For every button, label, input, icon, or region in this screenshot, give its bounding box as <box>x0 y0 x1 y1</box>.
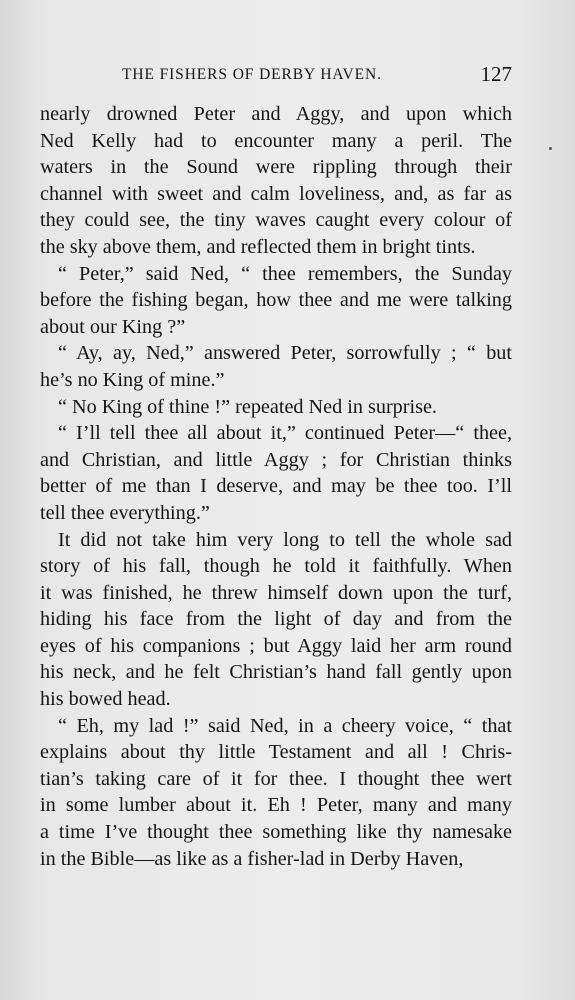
text-line: story of his fall, though he told it faithfully. When <box>40 555 512 578</box>
text-line: about our King ?” <box>40 315 186 338</box>
text-line: the sky above them, and reflected them in bright tints. <box>40 235 476 258</box>
text-line: he’s no King of mine.” <box>40 368 225 391</box>
text-line: it was finished, he threw himself down upon the turf, <box>40 581 512 604</box>
text-line: It did not take him very long to tell the whole sad <box>58 528 512 551</box>
text-line: tian’s taking care of it for thee. I thought thee wert <box>40 767 512 790</box>
text-line: “ Eh, my lad !” said Ned, in a cheery voice, “ that <box>58 714 512 737</box>
page-header <box>40 62 512 90</box>
body-text <box>40 101 512 872</box>
text-line: channel with sweet and calm loveliness, and, as far as <box>40 182 512 205</box>
paragraph <box>40 420 512 526</box>
text-line: better of me than I deserve, and may be thee too. I’ll <box>40 475 512 498</box>
text-line: “ No King of thine !” repeated Ned in surprise. <box>58 395 437 418</box>
paragraph <box>40 527 512 713</box>
text-line: before the fishing began, how thee and me were talking <box>40 289 512 312</box>
text-line: his neck, and he felt Christian’s hand fall gently upon <box>40 661 512 684</box>
text-line: eyes of his companions ; but Aggy laid her arm round <box>40 634 512 657</box>
paragraph <box>40 101 512 261</box>
paragraph-list <box>40 101 512 872</box>
text-line: they could see, the tiny waves caught every colour of <box>40 209 512 232</box>
text-line: his bowed head. <box>40 688 171 711</box>
text-line: “ Ay, ay, Ned,” answered Peter, sorrowfully ; “ but <box>58 342 512 365</box>
running-head: THE FISHERS OF DERBY HAVEN. <box>122 66 382 83</box>
text-line: in the Bible—as like as a fisher-lad in Derby Haven, <box>40 847 464 870</box>
text-line: nearly drowned Peter and Aggy, and upon which <box>40 103 512 125</box>
paragraph <box>40 713 512 873</box>
text-line: Ned Kelly had to encounter many a peril. The <box>40 129 512 152</box>
page-number: 127 <box>480 62 512 86</box>
text-line: explains about thy little Testament and all ! Chris- <box>40 741 512 764</box>
text-line: “ I’ll tell thee all about it,” continued Peter—“ thee, <box>58 422 512 445</box>
text-line: and Christian, and little Aggy ; for Christian thinks <box>40 448 512 471</box>
text-line: “ Peter,” said Ned, “ thee remembers, the Sunday <box>58 262 512 285</box>
text-line: waters in the Sound were rippling through their <box>40 156 512 179</box>
paragraph <box>40 394 512 421</box>
text-line: tell thee everything.” <box>40 501 210 524</box>
text-line: in some lumber about it. Eh ! Peter, many and many <box>40 794 512 817</box>
text-line: hiding his face from the light of day and from the <box>40 608 512 631</box>
paragraph <box>40 261 512 341</box>
print-speck <box>549 147 552 150</box>
paragraph <box>40 340 512 393</box>
text-line: a time I’ve thought thee something like thy namesake <box>40 821 512 844</box>
